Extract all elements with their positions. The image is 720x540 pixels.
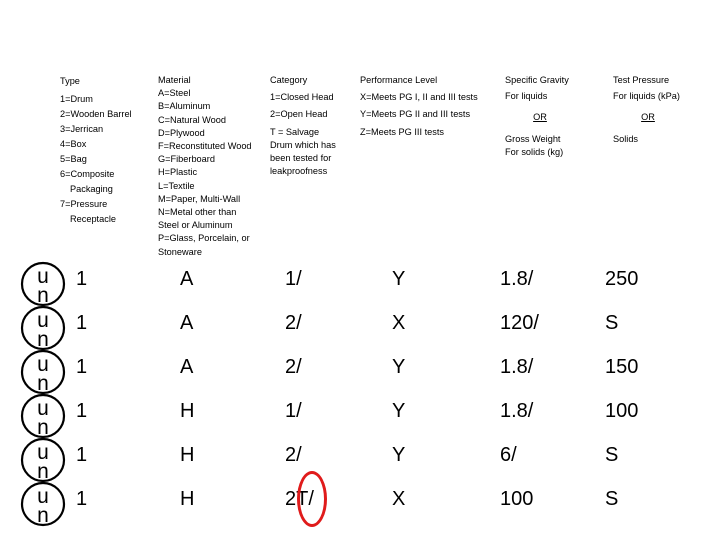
performance-line: Y=Meets PG II and III tests [360,109,471,120]
material-code: H [180,400,195,422]
category-header: Category [270,75,308,85]
specific-gravity-code: 1.8/ [500,356,534,378]
test-pressure-code: 250 [605,268,639,290]
legend-performance-column [360,74,500,139]
type-code: 1 [76,268,88,290]
test-pressure-code: S [605,444,619,466]
type-line: Receptacle [70,214,116,224]
performance-line: Z=Meets PG III tests [360,126,444,137]
gross-weight-label: Gross Weight [505,133,561,144]
svg-text:n: n [37,460,49,483]
test-pressure-solids: Solids [613,133,639,144]
category-code: 2/ [285,444,302,466]
legend-test-pressure-column [613,74,713,146]
type-line: 1=Drum [60,94,93,104]
test-pressure-code: 150 [605,356,639,378]
svg-text:n: n [37,504,49,527]
svg-text:n: n [37,284,49,307]
category-line: 1=Closed Head [270,92,334,103]
material-line: N=Metal other than [158,207,237,218]
specific-gravity-code: 120/ [500,312,539,334]
material-line: Steel or Aluminum [158,220,233,231]
type-code: 1 [76,356,88,378]
svg-text:u: u [37,309,49,332]
type-header: Type [60,76,80,86]
or-label: OR [533,112,547,123]
material-code: A [180,312,194,334]
material-code: H [180,488,195,510]
svg-text:n: n [37,372,49,395]
material-line: F=Reconstituted Wood [158,141,252,152]
legend-type-column [60,74,152,227]
material-line: L=Textile [158,180,195,191]
category-code: 2T/ [285,488,314,510]
type-line: 3=Jerrican [60,124,104,134]
legend-material-column [158,74,266,259]
un-symbol-icon [20,437,66,483]
marking-row [0,390,720,439]
legend-category-column [270,74,358,178]
performance-code: Y [392,444,406,466]
material-line: M=Paper, Multi-Wall [158,193,241,204]
svg-text:u: u [37,353,49,376]
svg-text:u: u [37,397,49,420]
test-pressure-code: 100 [605,400,639,422]
code-legend [0,0,720,262]
type-code: 1 [76,488,88,510]
or-label: OR [641,112,655,123]
category-line: been tested for [270,153,332,164]
type-line: 7=Pressure [60,199,108,209]
performance-code: X [392,312,406,334]
material-code: H [180,444,195,466]
material-line: D=Plywood [158,127,205,138]
performance-code: Y [392,268,406,290]
svg-text:u: u [37,265,49,288]
specific-gravity-code: 1.8/ [500,268,534,290]
type-code: 1 [76,312,88,334]
un-symbol-icon [20,481,66,527]
test-pressure-header: Test Pressure [613,75,670,85]
svg-text:u: u [37,441,49,464]
category-code: 2/ [285,312,302,334]
test-pressure-code: S [605,312,619,334]
material-line: B=Aluminum [158,101,211,112]
material-line: G=Fiberboard [158,154,215,165]
marking-row [0,302,720,351]
category-line: T = Salvage [270,126,320,137]
specific-gravity-code: 100 [500,488,534,510]
performance-code: Y [392,400,406,422]
category-code: 2/ [285,356,302,378]
type-code: 1 [76,400,88,422]
un-symbol-icon [20,393,66,439]
test-pressure-liquids: For liquids (kPa) [613,91,680,102]
type-code: 1 [76,444,88,466]
material-line: P=Glass, Porcelain, or [158,233,250,244]
un-symbol-icon [20,349,66,395]
type-line: 4=Box [60,139,87,149]
un-symbol-icon [20,305,66,351]
test-pressure-code: S [605,488,619,510]
specific-gravity-code: 1.8/ [500,400,534,422]
performance-code: X [392,488,406,510]
highlight-circle [297,471,327,527]
material-line: A=Steel [158,88,191,99]
material-header: Material [158,75,191,85]
category-code: 1/ [285,268,302,290]
marking-row [0,346,720,395]
material-line: H=Plastic [158,167,198,178]
performance-header: Performance Level [360,75,438,85]
type-line: 2=Wooden Barrel [60,109,132,119]
type-line: 5=Bag [60,154,87,164]
material-code: A [180,356,194,378]
specific-gravity-code: 6/ [500,444,517,466]
type-line: Packaging [70,184,113,194]
category-line: Drum which has [270,139,336,150]
svg-text:u: u [37,485,49,508]
svg-text:n: n [37,328,49,351]
category-code: 1/ [285,400,302,422]
material-code: A [180,268,194,290]
legend-specific-gravity-column [505,74,600,159]
gross-weight-solids: For solids (kg) [505,146,564,157]
specific-gravity-header: Specific Gravity [505,75,569,85]
type-line: 6=Composite [60,169,115,179]
performance-code: Y [392,356,406,378]
performance-line: X=Meets PG I, II and III tests [360,92,478,103]
material-line: Stoneware [158,246,202,257]
svg-text:n: n [37,416,49,439]
category-line: 2=Open Head [270,109,328,120]
material-line: C=Natural Wood [158,114,227,125]
category-line: leakproofness [270,166,328,177]
marking-row [0,478,720,527]
marking-row [0,434,720,483]
marking-row [0,258,720,307]
specific-gravity-liquids: For liquids [505,91,548,102]
un-symbol-icon [20,261,66,307]
